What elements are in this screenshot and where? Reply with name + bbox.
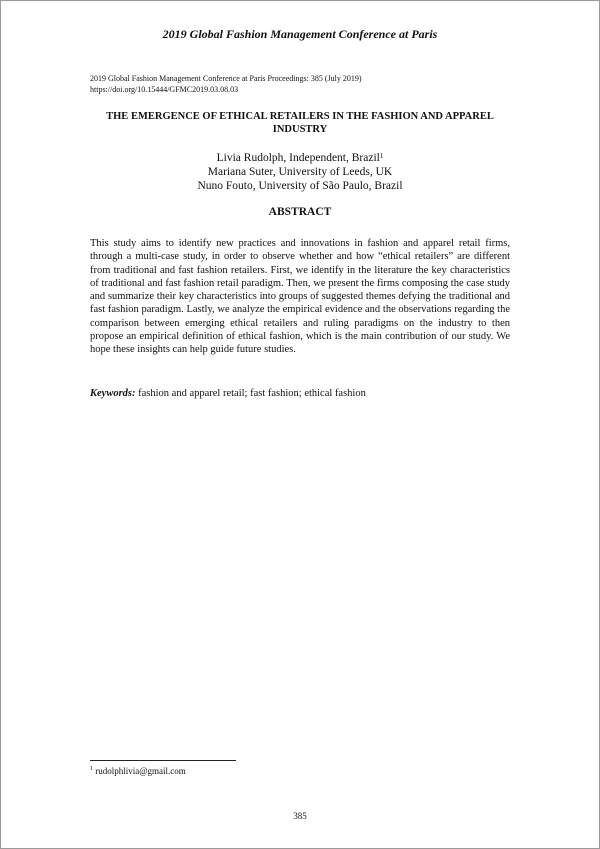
author-1: [90, 151, 510, 165]
author-3: Nuno Fouto, University of São Paulo, Brazil: [197, 180, 403, 192]
page-number: 385: [293, 811, 307, 821]
footnote-email: rudolphlivia@gmail.com: [93, 766, 186, 776]
proceedings-citation: 2019 Global Fashion Management Conference at Paris Proceedings: 385 (July 2019): [90, 74, 362, 83]
abstract-body: This study aims to identify new practices and innovations in fashion and apparel retail firms, through a multi-case study, in order to observe whether and how “ethical retailers” are different from traditional and fast fashion retailers. First, we identify in the literature the key characteristics of traditional and fast fashion retail paradigm. Then, we present the firms composing the case study and summarize their key characteristics into groups of suggested themes defying the traditional and fast fashion paradigm. Lastly, we analyze the empirical evidence and the observations regarding the comparison between emerging ethical retailers and ruling paradigms on the industry to then propose an empirical definition of ethical fashion, which is the main contribution of our study. We hope these insights can help guide future studies.: [90, 238, 510, 356]
footnote: [90, 766, 390, 776]
proceedings-info: [90, 73, 520, 95]
footnote-marker: 1: [379, 152, 384, 160]
doi-link[interactable]: https://doi.org/10.15444/GFMC2019.03.08.03: [90, 85, 239, 94]
footnote-mark: 1: [90, 766, 93, 772]
author-2: Mariana Suter, University of Leeds, UK: [207, 166, 393, 178]
keywords-label: Keywords:: [90, 388, 136, 399]
abstract-heading: ABSTRACT: [268, 206, 332, 218]
paper-title: THE EMERGENCE OF ETHICAL RETAILERS IN THE FASHION AND APPAREL INDUSTRY: [106, 111, 494, 135]
keywords-text: fashion and apparel retail; fast fashion; ethical fashion: [135, 388, 366, 399]
running-header: 2019 Global Fashion Management Conference at Paris: [162, 27, 438, 41]
author-list: [90, 151, 510, 193]
keywords-line: [90, 387, 510, 400]
footnote-divider: [90, 760, 236, 761]
author-1-affiliation: Livia Rudolph, Independent, Brazil: [216, 152, 380, 164]
